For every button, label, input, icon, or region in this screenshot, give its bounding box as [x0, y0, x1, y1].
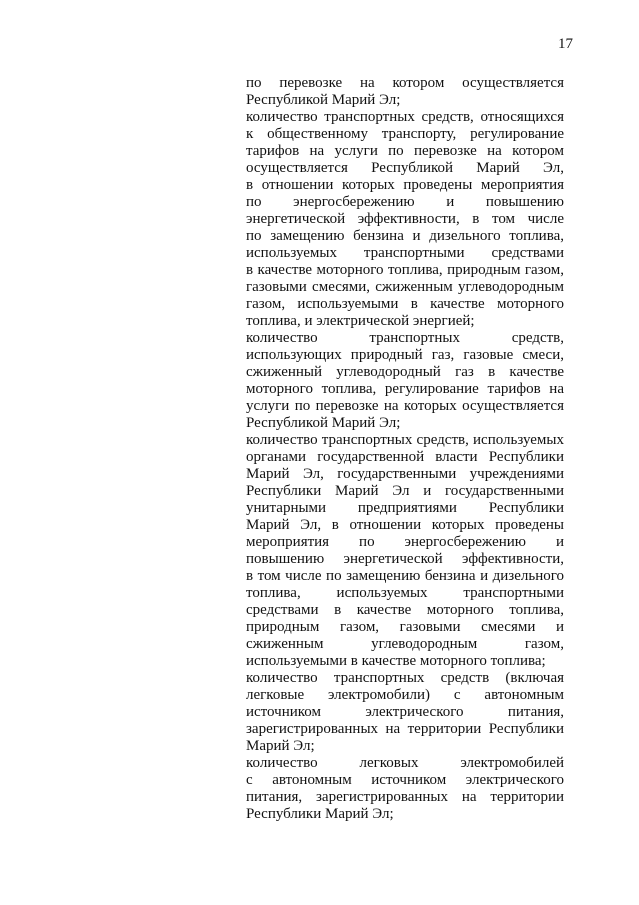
paragraph	[246, 330, 564, 432]
text-line: топлива, и электрической энергией;	[246, 313, 475, 329]
text-line: газовыми смесями, сжиженным углеводородным	[246, 279, 564, 295]
text-line: услуги по перевозке на которых осуществляется	[246, 398, 564, 414]
text-line: в том числе по замещению бензина и дизельного	[246, 568, 564, 584]
text-line: Республикой Марий Эл;	[246, 415, 401, 431]
text-line: к общественному транспорту, регулирование	[246, 126, 564, 142]
text-line: моторного топлива, регулирование тарифов на	[246, 381, 564, 397]
text-line: тарифов на услуги по перевозке на котором	[246, 143, 564, 159]
paragraph	[246, 75, 564, 109]
paragraph	[246, 755, 564, 823]
text-line: сжиженный углеводородный газ в качестве	[246, 364, 564, 380]
text-line: Республикой Марий Эл;	[246, 92, 401, 108]
text-line: по энергосбережению и повышению	[246, 194, 564, 210]
text-line: использующих природный газ, газовые смеси,	[246, 347, 564, 363]
text-line: Республики Марий Эл;	[246, 806, 394, 822]
paragraph	[246, 670, 564, 755]
text-line: топлива, используемых транспортными	[246, 585, 564, 601]
paragraph	[246, 109, 564, 330]
text-line: в отношении которых проведены мероприятия	[246, 177, 564, 193]
text-line: используемых транспортными средствами	[246, 245, 564, 261]
text-line: с автономным источником электрического	[246, 772, 564, 788]
text-line: газом, используемыми в качестве моторного	[246, 296, 564, 312]
text-line: сжиженным углеводородным газом,	[246, 636, 564, 652]
text-line: зарегистрированных на территории Республики	[246, 721, 564, 737]
text-line: Марий Эл, в отношении которых проведены	[246, 517, 564, 533]
text-line: осуществляется Республикой Марий Эл,	[246, 160, 564, 176]
text-line: питания, зарегистрированных на территории	[246, 789, 564, 805]
text-line: повышению энергетической эффективности,	[246, 551, 564, 567]
text-line: используемыми в качестве моторного топлива;	[246, 653, 546, 669]
text-line: количество транспортных средств (включая	[246, 670, 564, 686]
text-line: унитарными предприятиями Республики	[246, 500, 564, 516]
text-line: количество транспортных средств, используемых	[246, 432, 564, 448]
text-line: легковые электромобили) с автономным	[246, 687, 564, 703]
text-line: количество транспортных средств, относящихся	[246, 109, 564, 125]
text-line: в качестве моторного топлива, природным газом,	[246, 262, 564, 278]
text-line: количество легковых электромобилей	[246, 755, 564, 771]
text-line: источником электрического питания,	[246, 704, 564, 720]
text-line: природным газом, газовыми смесями и	[246, 619, 564, 635]
text-line: мероприятия по энергосбережению и	[246, 534, 564, 550]
page-number: 17	[558, 36, 573, 52]
text-line: по перевозке на котором осуществляется	[246, 75, 564, 91]
document-body	[246, 75, 564, 823]
text-line: количество транспортных средств,	[246, 330, 564, 346]
text-line: Марий Эл;	[246, 738, 315, 754]
text-line: органами государственной власти Республики	[246, 449, 564, 465]
text-line: Марий Эл, государственными учреждениями	[246, 466, 564, 482]
text-line: Республики Марий Эл и государственными	[246, 483, 564, 499]
text-line: средствами в качестве моторного топлива,	[246, 602, 564, 618]
text-line: энергетической эффективности, в том числе	[246, 211, 564, 227]
paragraph	[246, 432, 564, 670]
text-line: по замещению бензина и дизельного топлива,	[246, 228, 564, 244]
